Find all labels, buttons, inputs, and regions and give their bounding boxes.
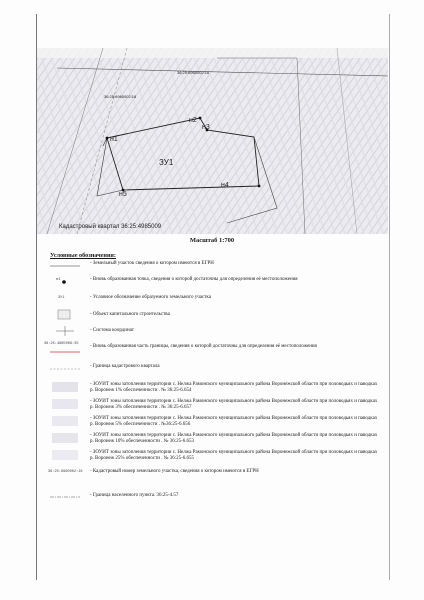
flood-zone-hatching-2 xyxy=(37,48,388,234)
legend-text: - ЗОУИТ зоны затопления территории с. Нелжа Рамонского муниципального района Воронежской области при половодьях и паводках р. Воронеж 1% обеспеченности . № 36:25-6.654 xyxy=(90,382,378,394)
label-n2: н2 xyxy=(189,117,197,124)
legend-text: - ЗОУИТ зоны затопления территории с. Нелжа Рамонского муниципального района Воронежской области при половодьях и паводках р. Воронеж 10% обеспеченности . № 36:25-6.653 xyxy=(90,433,378,445)
flood-zone-3-symbol xyxy=(44,397,84,411)
legend-text: - Земельный участок сведения о котором имеются в ЕГРН xyxy=(90,261,214,266)
legend-text: - Граница кадастрового квартала xyxy=(90,364,160,369)
legend-code: ЗУ1 xyxy=(58,296,65,300)
legend-text: - Условное обозначение образуемого земельного участка xyxy=(90,295,211,300)
point-n4 xyxy=(258,185,261,188)
new-point-symbol xyxy=(44,275,84,289)
parcel-label: ЗУ1 xyxy=(159,158,174,167)
legend-text: - Система координат xyxy=(90,328,134,333)
legend-text: - Вновь образованная точка, сведения о которой достаточны для определения её местоположения xyxy=(90,277,298,282)
flood-zone-5-symbol xyxy=(44,414,84,428)
building-symbol xyxy=(44,308,84,322)
cadastral-map xyxy=(37,48,388,234)
top-cadastral-number: 36:25:6960002:16 xyxy=(177,70,210,75)
legend-text: - ЗОУИТ зоны затопления территории с. Нелжа Рамонского муниципального района Воронежской области при половодьях и паводках р. Воронеж 5% обеспеченности . №36:25-6.656 xyxy=(90,416,378,428)
map-scale: Масштаб 1:700 xyxy=(189,237,235,244)
cadastral-quarter-label: Кадастровый квартал 36:25:4985009 xyxy=(59,224,162,230)
legend-code: 36:25:6960002:16 xyxy=(48,470,83,474)
label-n1: н1 xyxy=(110,136,118,143)
top-cadastral-number-2: 36:25:6960002:18 xyxy=(104,94,137,99)
label-n5: н5 xyxy=(119,191,127,198)
quarter-boundary-symbol xyxy=(44,362,84,376)
flood-zone-10-symbol xyxy=(44,431,84,445)
legend-text: - Объект капитального строительства xyxy=(90,312,170,317)
legend-text: - Граница населенного пункта. 36:25-4.57 xyxy=(90,493,179,498)
map-svg xyxy=(37,48,388,234)
coordinate-system-symbol xyxy=(44,324,84,338)
point-n2 xyxy=(199,117,202,120)
point-n1 xyxy=(106,137,109,140)
legend-title: Условные обозначения: xyxy=(50,252,116,259)
existing-parcel-symbol xyxy=(44,259,84,273)
legend-text: - ЗОУИТ зоны затопления территории с. Нелжа Рамонского муниципального района Воронежской области при половодьях и паводках р. Воронеж 25% обеспеченности . № 36:25-6.655 xyxy=(90,450,378,462)
map-top-strip xyxy=(37,48,388,58)
legend-text: - Вновь образованная часть границы, сведения о которой достаточны для определения её местоположения xyxy=(90,344,317,349)
legend-text: - Кадастровый номер земельного участка, сведения о котором имеются в ЕГРН xyxy=(90,469,259,474)
legend-code: 36:25:4985009:35 xyxy=(44,342,79,346)
new-boundary-symbol xyxy=(44,346,84,360)
legend-text: - ЗОУИТ зоны затопления территории с. Нелжа Рамонского муниципального района Воронежской области при половодьях и паводках р. Воронеж 3% обеспеченности . № 36:25-6.657 xyxy=(90,399,378,411)
label-n4: н4 xyxy=(221,182,229,189)
flood-zone-1-symbol xyxy=(44,380,84,394)
flood-zone-25-symbol xyxy=(44,448,84,462)
label-n3: н3 xyxy=(202,124,210,131)
settlement-boundary-symbol xyxy=(44,490,84,504)
svg-text:н1: н1 xyxy=(56,276,61,281)
